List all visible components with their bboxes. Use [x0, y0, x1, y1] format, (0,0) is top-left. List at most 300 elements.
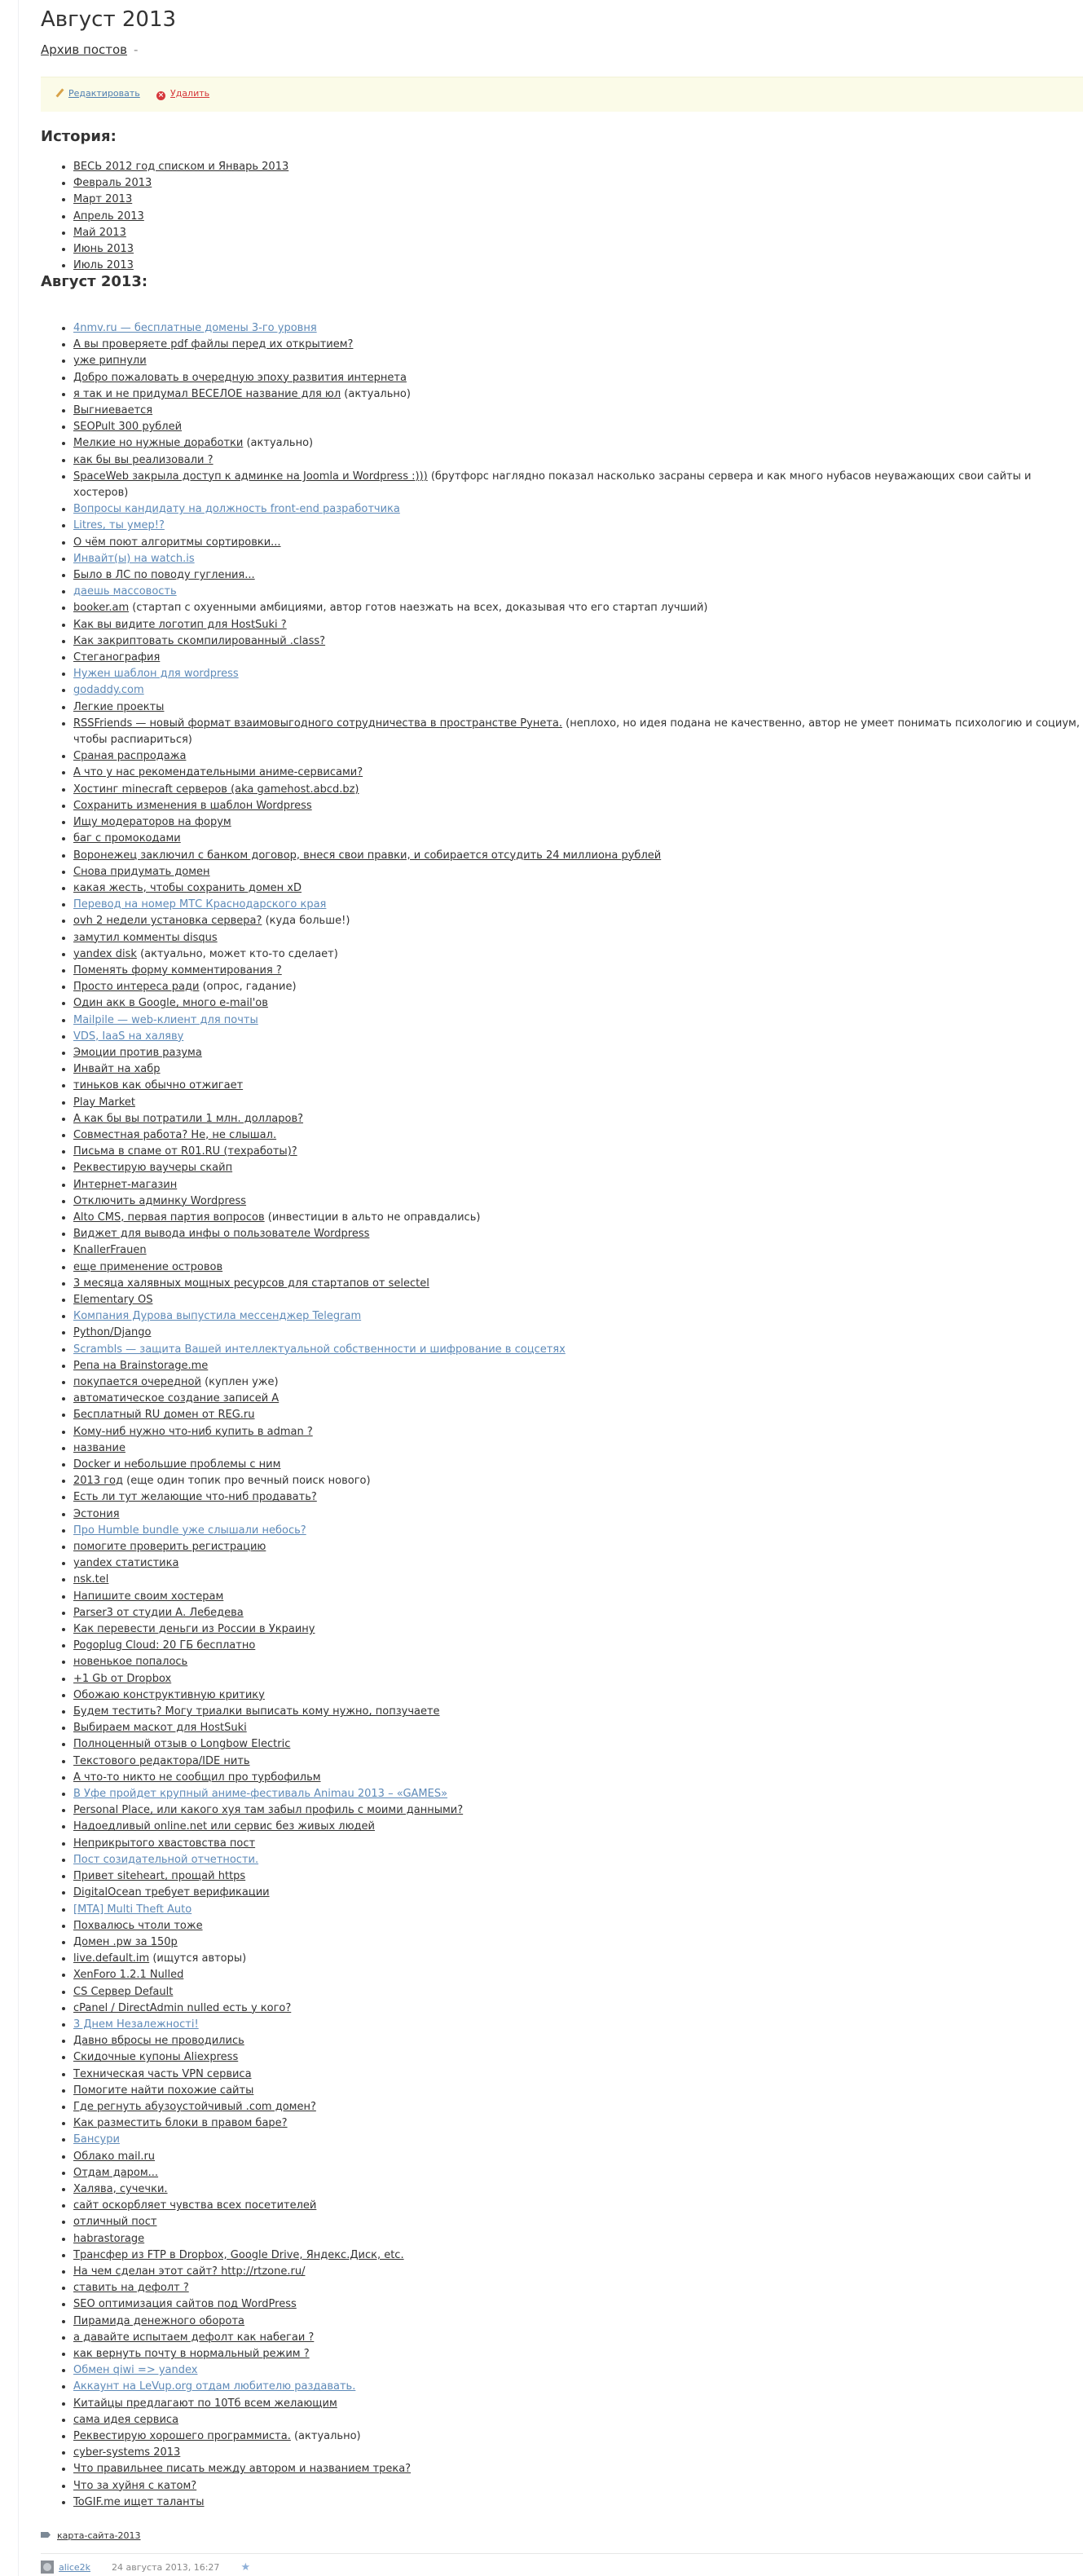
- post-link[interactable]: Инвайт(ы) на watch.is: [73, 552, 195, 565]
- post-link[interactable]: Один акк в Google, много e-mail'ов: [73, 997, 268, 1010]
- post-link[interactable]: Где регнуть абузоустойчивый .com домен?: [73, 2100, 316, 2113]
- avatar[interactable]: [41, 2561, 54, 2574]
- post-list-item: [73, 1786, 1083, 1802]
- post-list-item: [73, 2198, 1083, 2214]
- history-item: [73, 159, 1083, 175]
- post-link[interactable]: как вернуть почту в нормальный режим ?: [73, 2347, 310, 2360]
- blog-line: [41, 41, 138, 59]
- post-link[interactable]: 4nmv.ru — бесплатные домены 3-го уровня: [73, 322, 317, 334]
- post-link[interactable]: На чем сделан этот сайт? http://rtzone.ru/: [73, 2265, 306, 2278]
- post-link[interactable]: Компания Дурова выпустила мессенджер Telegram: [73, 1310, 362, 1323]
- post-link[interactable]: Совместная работа? Не, не слышал.: [73, 1128, 277, 1141]
- post-link[interactable]: Добро пожаловать в очередную эпоху развития интернета: [73, 371, 407, 384]
- post-list-item: [73, 995, 1083, 1012]
- post-list-item: [73, 584, 1083, 600]
- post-link[interactable]: Домен .pw за 150р: [73, 1935, 178, 1948]
- post-link[interactable]: Как вы видите логотип для HostSuki ?: [73, 618, 287, 631]
- post-list-item: [73, 831, 1083, 847]
- post-link[interactable]: booker.am: [73, 602, 130, 615]
- post-link[interactable]: Поменять форму комментирования ?: [73, 964, 282, 977]
- post-link[interactable]: Легкие проекты: [73, 700, 165, 713]
- delete-action: [156, 88, 209, 100]
- post-link[interactable]: RSSFriends — новый формат взаимовыгодного сотрудничества в пространстве Рунета.: [73, 717, 562, 730]
- post-list-item: [73, 1621, 1083, 1638]
- post-list-item: [73, 1638, 1083, 1654]
- post-link[interactable]: [MTA] Multi Theft Auto: [73, 1903, 192, 1916]
- post-note: (актуально): [246, 437, 314, 450]
- post-list-item: [73, 1226, 1083, 1242]
- post-list-item: [73, 1061, 1083, 1078]
- post-date: 24 августа 2013, 16:27: [112, 2562, 220, 2573]
- post-note: (брутфорс наглядно показал насколько засраны сервера и как много нубасов неуважающих свои сайты и хостеров): [73, 470, 1032, 500]
- post-link[interactable]: Пост созидательной отчетности.: [73, 1853, 259, 1866]
- post-link[interactable]: Как закриптовать скомпилированный .class?: [73, 634, 326, 647]
- post-link[interactable]: cyber-systems 2013: [73, 2446, 181, 2459]
- post-link[interactable]: я так и не придумал ВЕСЕЛОЕ название для юл: [73, 387, 341, 400]
- post-list-item: [73, 2314, 1083, 2330]
- post-link[interactable]: Pogoplug Cloud: 20 ГБ бесплатно: [73, 1639, 256, 1652]
- post-list-item: [73, 1111, 1083, 1127]
- post-link[interactable]: О чём поют алгоритмы сортировки...: [73, 536, 281, 549]
- post-link[interactable]: А что у нас рекомендательными аниме-сервисами?: [73, 766, 363, 779]
- post-list-item: [73, 1325, 1083, 1341]
- post-list-item: [73, 320, 1083, 337]
- history-link[interactable]: Май 2013: [73, 226, 126, 239]
- post-list-item: [73, 1391, 1083, 1407]
- post-list-item: [73, 1934, 1083, 1951]
- post-list-item: [73, 2083, 1083, 2099]
- history-list: [41, 159, 1083, 274]
- post-list-item: [73, 1836, 1083, 1852]
- post-link[interactable]: Кому-ниб нужно что-ниб купить в adman ?: [73, 1425, 313, 1438]
- post-link[interactable]: 3 месяца халявных мощных ресурсов для стартапов от selectel: [73, 1277, 429, 1290]
- post-list-item: [73, 337, 1083, 353]
- post-list-item: [73, 765, 1083, 781]
- post-list-item: [73, 1407, 1083, 1423]
- post-list-item: [73, 1473, 1083, 1489]
- footer-divider: [41, 2553, 1083, 2554]
- post-link[interactable]: какая жесть, чтобы сохранить домен xD: [73, 881, 302, 894]
- post-note: (инвестиции в альто не оправдались): [267, 1211, 481, 1224]
- history-item: [73, 175, 1083, 192]
- post-link[interactable]: cPanel / DirectAdmin nulled есть у кого?: [73, 2001, 292, 2014]
- post-list-item: [73, 1029, 1083, 1045]
- post-link[interactable]: Похвалюсь чтоли тоже: [73, 1919, 203, 1932]
- post-link[interactable]: KnallerFrauen: [73, 1244, 147, 1257]
- post-list-item: [73, 2231, 1083, 2247]
- post-list-item: [73, 2132, 1083, 2148]
- post-list-item: [73, 2033, 1083, 2049]
- post-link[interactable]: автоматическое создание записей А: [73, 1392, 280, 1405]
- post-list-item: [73, 1984, 1083, 2000]
- post-link[interactable]: отличный пост: [73, 2216, 157, 2229]
- post-link[interactable]: Китайцы предлагают по 10Тб всем желающим: [73, 2397, 337, 2410]
- post-list-item: [73, 518, 1083, 534]
- post-list-item: [73, 930, 1083, 946]
- post-list-item: [73, 2280, 1083, 2296]
- post-list-item: [73, 814, 1083, 831]
- post-link[interactable]: yandex disk: [73, 947, 137, 960]
- blog-name-link[interactable]: Архив постов: [41, 42, 128, 57]
- page-title: Август 2013: [41, 7, 177, 32]
- post-list-item: [73, 567, 1083, 584]
- post-link[interactable]: Реквестирую ваучеры скайп: [73, 1162, 233, 1175]
- post-link[interactable]: ToGIF.me ищет таланты: [73, 2495, 205, 2508]
- post-link[interactable]: сайт оскорбляет чувства всех посетителей: [73, 2199, 317, 2212]
- post-link[interactable]: Что правильнее писать между автором и названием трека?: [73, 2463, 412, 2476]
- post-list-item: [73, 1506, 1083, 1523]
- post-list-item: [73, 1852, 1083, 1868]
- post-note: (куда больше!): [265, 915, 350, 928]
- left-border-line: [18, 0, 19, 2576]
- edit-action: [55, 88, 140, 99]
- post-list-item: [73, 864, 1083, 880]
- topic-footer: [41, 2561, 250, 2574]
- post-list-item: [73, 1193, 1083, 1210]
- post-list-item: [73, 1177, 1083, 1193]
- post-link[interactable]: замутил комменты disqus: [73, 931, 218, 944]
- post-link[interactable]: Бесплатный RU домен от REG.ru: [73, 1409, 255, 1422]
- post-list-item: [73, 2494, 1083, 2511]
- post-link[interactable]: Помогите найти похожие сайты: [73, 2084, 254, 2097]
- post-link[interactable]: Обожаю конструктивную критику: [73, 1688, 265, 1701]
- post-link[interactable]: Обмен qiwi => yandex: [73, 2364, 198, 2377]
- post-list-item: [73, 699, 1083, 716]
- post-list-item: [73, 2412, 1083, 2428]
- post-link[interactable]: Вопросы кандидату на должность front-end разработчика: [73, 503, 400, 516]
- post-list-item: [73, 1555, 1083, 1572]
- post-link[interactable]: Personal Place, или какого хуя там забыл профиль с моими данными?: [73, 1804, 464, 1817]
- post-list-item: [73, 650, 1083, 666]
- post-list-item: [73, 2099, 1083, 2115]
- post-link[interactable]: Litres, ты умер!?: [73, 519, 165, 532]
- post-list-item: [73, 1589, 1083, 1605]
- post-link[interactable]: nsk.tel: [73, 1573, 109, 1586]
- post-link[interactable]: SEO оптимизация сайтов под WordPress: [73, 2298, 297, 2311]
- post-link[interactable]: Интернет-магазин: [73, 1178, 178, 1191]
- post-list-item: [73, 1045, 1083, 1061]
- pencil-icon: [55, 89, 64, 97]
- history-link[interactable]: Март 2013: [73, 193, 133, 206]
- post-link[interactable]: Как перевести деньги из России в Украину: [73, 1623, 315, 1636]
- edit-link[interactable]: Редактировать: [68, 88, 140, 99]
- post-link[interactable]: Надоедливый online.net или сервис без живых людей: [73, 1820, 375, 1833]
- post-list-item: [73, 403, 1083, 419]
- post-link[interactable]: Просто интереса ради: [73, 981, 200, 994]
- post-note: (неплохо, но идея подана не качественно, автор не умеет понимать психологию и социум, чтобы распиариться): [73, 717, 1080, 747]
- post-list-item: [73, 1489, 1083, 1506]
- post-list-item: [73, 2379, 1083, 2395]
- post-link[interactable]: Стеганография: [73, 651, 161, 664]
- post-link[interactable]: Сраная распродажа: [73, 750, 187, 763]
- post-link[interactable]: yandex статистика: [73, 1557, 179, 1570]
- post-link[interactable]: Перевод на номер МТС Краснодарского края: [73, 898, 327, 911]
- post-list-item: [73, 2067, 1083, 2083]
- post-list-item: [73, 2362, 1083, 2379]
- post-list-item: [73, 1802, 1083, 1819]
- post-list-item: [73, 1736, 1083, 1753]
- post-list-item: [73, 1868, 1083, 1885]
- history-link[interactable]: Февраль 2013: [73, 177, 152, 190]
- tag-link[interactable]: карта-сайта-2013: [57, 2530, 141, 2541]
- post-list-item: [73, 2115, 1083, 2132]
- post-list-item: [73, 913, 1083, 929]
- post-link[interactable]: Скидочные купоны Aliexpress: [73, 2051, 239, 2064]
- post-link[interactable]: Полноценный отзыв о Longbow Electric: [73, 1738, 291, 1751]
- post-link[interactable]: Письма в спаме от R01.RU (техработы)?: [73, 1145, 297, 1158]
- post-note: (ищутся авторы): [152, 1952, 247, 1965]
- post-link[interactable]: VDS, IaaS на халяву: [73, 1030, 184, 1043]
- post-list-item: [73, 435, 1083, 452]
- post-link[interactable]: Эстония: [73, 1507, 120, 1520]
- post-list-item: [73, 2017, 1083, 2033]
- post-link[interactable]: CS Сервер Default: [73, 1985, 174, 1998]
- post-list-item: [73, 1292, 1083, 1308]
- post-link[interactable]: Облако mail.ru: [73, 2150, 156, 2163]
- post-list-item: [73, 880, 1083, 897]
- delete-icon: ×: [157, 91, 165, 99]
- post-link[interactable]: Халява, сучечки.: [73, 2182, 168, 2195]
- post-link[interactable]: Отключить админку Wordpress: [73, 1194, 247, 1207]
- post-list-item: [73, 535, 1083, 551]
- post-link[interactable]: ovh 2 недели установка сервера?: [73, 915, 262, 928]
- post-link[interactable]: Воронежец заключил с банком договор, внеся свои правки, и собирается отсудить 24 миллиона рублей: [73, 849, 662, 862]
- post-note: (актуально): [344, 387, 411, 400]
- post-list-item: [73, 2346, 1083, 2362]
- history-link[interactable]: Апрель 2013: [73, 210, 144, 223]
- post-link[interactable]: Аккаунт на LeVup.org отдам любителю раздавать.: [73, 2380, 356, 2393]
- post-link[interactable]: +1 Gb от Dropbox: [73, 1672, 172, 1685]
- author-link[interactable]: alice2k: [59, 2562, 91, 2573]
- post-link[interactable]: Привет siteheart, прощай https: [73, 1870, 246, 1883]
- post-list-item: [73, 2247, 1083, 2264]
- post-link[interactable]: Что за хуйня с катом?: [73, 2479, 197, 2492]
- post-link[interactable]: Мелкие но нужные доработки: [73, 437, 244, 450]
- post-list-item: [73, 2330, 1083, 2346]
- post-list-item: [73, 2296, 1083, 2313]
- post-list-item: [73, 1539, 1083, 1555]
- post-list-item: [73, 2428, 1083, 2445]
- post-note: (куплен уже): [205, 1376, 279, 1388]
- post-list-item: [73, 682, 1083, 699]
- post-list-item: [73, 501, 1083, 518]
- post-link[interactable]: Бансури: [73, 2133, 120, 2146]
- post-list-item: [73, 798, 1083, 814]
- post-link[interactable]: Alto CMS, первая партия вопросов: [73, 1211, 265, 1224]
- post-link[interactable]: godaddy.com: [73, 684, 144, 697]
- post-link[interactable]: Ищу модераторов на форум: [73, 816, 231, 829]
- post-link[interactable]: Выбираем маскот для HostSuki: [73, 1722, 247, 1735]
- post-link[interactable]: Как разместить блоки в правом баре?: [73, 2117, 288, 2130]
- post-list-item: [73, 1967, 1083, 1983]
- post-list-item: [73, 1572, 1083, 1588]
- post-link[interactable]: а давайте испытаем дефолт как набегаи ?: [73, 2331, 315, 2344]
- post-list-item: [73, 551, 1083, 567]
- post-list-item: [73, 1523, 1083, 1539]
- post-link[interactable]: Инвайт на хабр: [73, 1063, 161, 1076]
- post-list-item: [73, 1770, 1083, 1786]
- post-link[interactable]: Текстового редактора/IDE нить: [73, 1754, 250, 1767]
- post-note: (стартап с охуенными амбициями, автор готов наезжать на всех, доказывая что его стартап лучший): [132, 602, 708, 615]
- history-heading: История:: [41, 128, 117, 145]
- post-list-item: [73, 666, 1083, 682]
- post-link[interactable]: Реквестирую хорошего программиста.: [73, 2430, 291, 2442]
- post-list-item: [73, 716, 1083, 748]
- post-list-item: [73, 469, 1083, 501]
- post-list-item: [73, 452, 1083, 469]
- post-list-item: [73, 2478, 1083, 2494]
- post-list-item: [73, 1374, 1083, 1391]
- post-link[interactable]: SEOPult 300 рублей: [73, 421, 183, 434]
- post-link[interactable]: Было в ЛС по поводу гугления...: [73, 569, 255, 582]
- history-item: [73, 225, 1083, 241]
- post-list-item: [73, 2461, 1083, 2477]
- post-link[interactable]: habrastorage: [73, 2232, 145, 2245]
- post-link[interactable]: Снова придумать домен: [73, 865, 210, 878]
- post-link[interactable]: А как бы вы потратили 1 млн. долларов?: [73, 1112, 304, 1125]
- post-list-item: [73, 1951, 1083, 1967]
- post-link[interactable]: тиньков как обычно отжигает: [73, 1079, 244, 1092]
- post-list-item: [73, 1819, 1083, 1835]
- post-list-item: [73, 2000, 1083, 2017]
- post-list-item: [73, 1918, 1083, 1934]
- post-list-item: [73, 1424, 1083, 1440]
- post-link[interactable]: Хостинг minecraft серверов (aka gamehost.abcd.bz): [73, 783, 359, 796]
- post-link[interactable]: новенькое попалось: [73, 1656, 188, 1669]
- post-list-item: [73, 1671, 1083, 1687]
- post-link[interactable]: А что-то никто не сообщил про турбофильм: [73, 1771, 321, 1784]
- post-list-item: [73, 1358, 1083, 1374]
- post-list-item: [73, 1259, 1083, 1276]
- post-link[interactable]: Напишите своим хостерам: [73, 1590, 224, 1603]
- post-note: (актуально, может кто-то сделает): [140, 947, 338, 960]
- post-link[interactable]: Будем тестить? Могу триалки выписать кому нужно, попзучаете: [73, 1705, 440, 1718]
- history-link[interactable]: ВЕСЬ 2012 год списком и Январь 2013: [73, 161, 289, 173]
- post-list-item: [73, 1457, 1083, 1473]
- post-link[interactable]: название: [73, 1441, 125, 1454]
- post-link[interactable]: Виджет для вывода инфы о пользователе Wordpress: [73, 1228, 370, 1241]
- post-list-item: [73, 2149, 1083, 2165]
- post-link[interactable]: live.default.im: [73, 1952, 150, 1965]
- post-list-item: [73, 1276, 1083, 1292]
- post-list-item: [73, 1242, 1083, 1259]
- post-list-item: [73, 2264, 1083, 2280]
- post-list-item: [73, 1753, 1083, 1770]
- post-link[interactable]: Репа на Brainstorage.me: [73, 1359, 209, 1372]
- post-link[interactable]: Сохранить изменения в шаблон Wordpress: [73, 799, 312, 812]
- post-link[interactable]: Выгниевается: [73, 404, 153, 417]
- post-link[interactable]: SpaceWeb закрыла доступ к админке на Joomla и Wordpress :))): [73, 470, 428, 483]
- post-list-item: [73, 1210, 1083, 1226]
- post-list-item: [73, 979, 1083, 995]
- post-link[interactable]: Техническая часть VPN сервиса: [73, 2067, 252, 2080]
- post-link[interactable]: Docker и небольшие проблемы с ним: [73, 1458, 281, 1471]
- post-list-item: [73, 1704, 1083, 1720]
- post-link[interactable]: Scrambls — защита Вашей интеллектуальной собственности и шифрование в соцсетях: [73, 1343, 566, 1356]
- post-list-item: [73, 1720, 1083, 1736]
- history-link[interactable]: Июль 2013: [73, 259, 134, 272]
- post-link[interactable]: даешь массовость: [73, 585, 177, 598]
- post-link[interactable]: Elementary OS: [73, 1293, 153, 1306]
- history-item: [73, 258, 1083, 274]
- post-list-item: [73, 782, 1083, 798]
- post-list-item: [73, 1308, 1083, 1325]
- post-note: (опрос, гадание): [202, 981, 297, 994]
- history-link[interactable]: Июнь 2013: [73, 243, 134, 256]
- post-list-item: [73, 963, 1083, 979]
- tag-icon: [41, 2532, 51, 2538]
- post-link[interactable]: Play Market: [73, 1096, 135, 1109]
- post-list-item: [73, 617, 1083, 633]
- post-link[interactable]: уже рипнули: [73, 355, 147, 368]
- post-list-item: [73, 748, 1083, 765]
- history-item: [73, 209, 1083, 225]
- post-link[interactable]: А вы проверяете pdf файлы перед их открытием?: [73, 338, 354, 351]
- post-link[interactable]: баг с промокодами: [73, 832, 181, 845]
- post-link[interactable]: как бы вы реализовали ?: [73, 453, 214, 466]
- post-list-item: [73, 2165, 1083, 2181]
- history-item: [73, 241, 1083, 258]
- post-link[interactable]: 2013 год: [73, 1475, 123, 1488]
- post-link[interactable]: XenForo 1.2.1 Nulled: [73, 1969, 184, 1982]
- post-list-item: [73, 370, 1083, 386]
- post-list-item: [73, 946, 1083, 963]
- post-list-item: [73, 1440, 1083, 1457]
- delete-link[interactable]: Удалить: [170, 88, 210, 99]
- post-list-item: [73, 1902, 1083, 1918]
- post-list-item: [73, 633, 1083, 650]
- post-link[interactable]: Про Humble bundle уже слышали небось?: [73, 1524, 306, 1537]
- post-link[interactable]: Давно вбросы не проводились: [73, 2035, 244, 2048]
- post-link[interactable]: Трансфер из FTP в Dropbox, Google Drive, Яндекс.Диск, etc.: [73, 2248, 404, 2261]
- post-list-item: [73, 1885, 1083, 1901]
- post-list-item: [73, 1654, 1083, 1670]
- post-link[interactable]: помогите проверить регистрацию: [73, 1541, 266, 1554]
- post-list-item: [73, 1078, 1083, 1094]
- post-link[interactable]: Отдам даром...: [73, 2166, 159, 2179]
- post-link[interactable]: 3 Днем Незалежності!: [73, 2018, 199, 2031]
- post-link[interactable]: Parser3 от студии А. Лебедева: [73, 1606, 244, 1619]
- post-list-item: [73, 1012, 1083, 1029]
- post-link[interactable]: Неприкрытого хвастовства пост: [73, 1837, 256, 1850]
- post-link[interactable]: сама идея сервиса: [73, 2413, 179, 2426]
- post-link[interactable]: DigitalOcean требует верификации: [73, 1886, 270, 1899]
- post-list-item: [73, 600, 1083, 616]
- post-link[interactable]: ставить на дефолт ?: [73, 2282, 189, 2295]
- post-list-item: [73, 1687, 1083, 1704]
- post-list-item: [73, 897, 1083, 913]
- post-link[interactable]: Эмоции против разума: [73, 1046, 202, 1059]
- post-link[interactable]: Пирамида денежного оборота: [73, 2314, 245, 2327]
- august-post-list: [41, 320, 1083, 2511]
- post-link[interactable]: покупается очередной: [73, 1376, 201, 1388]
- post-list-item: [73, 353, 1083, 369]
- post-link[interactable]: Нужен шаблон для wordpress: [73, 668, 239, 681]
- favourite-star-icon[interactable]: ★: [240, 2561, 251, 2574]
- post-list-item: [73, 848, 1083, 864]
- post-list-item: [73, 1160, 1083, 1176]
- post-link[interactable]: Python/Django: [73, 1326, 152, 1339]
- post-link[interactable]: еще применение островов: [73, 1260, 223, 1273]
- post-link[interactable]: Mailpile — web-клиент для почты: [73, 1013, 258, 1026]
- post-link[interactable]: Есть ли тут желающие что-ниб продавать?: [73, 1491, 317, 1504]
- post-link[interactable]: В Уфе пройдет крупный аниме-фестиваль Animau 2013 – «GAMES»: [73, 1788, 448, 1801]
- history-item: [73, 192, 1083, 208]
- post-list-item: [73, 1095, 1083, 1111]
- august-heading: Август 2013:: [41, 273, 148, 290]
- post-list-item: [73, 1605, 1083, 1621]
- post-list-item: [73, 2214, 1083, 2230]
